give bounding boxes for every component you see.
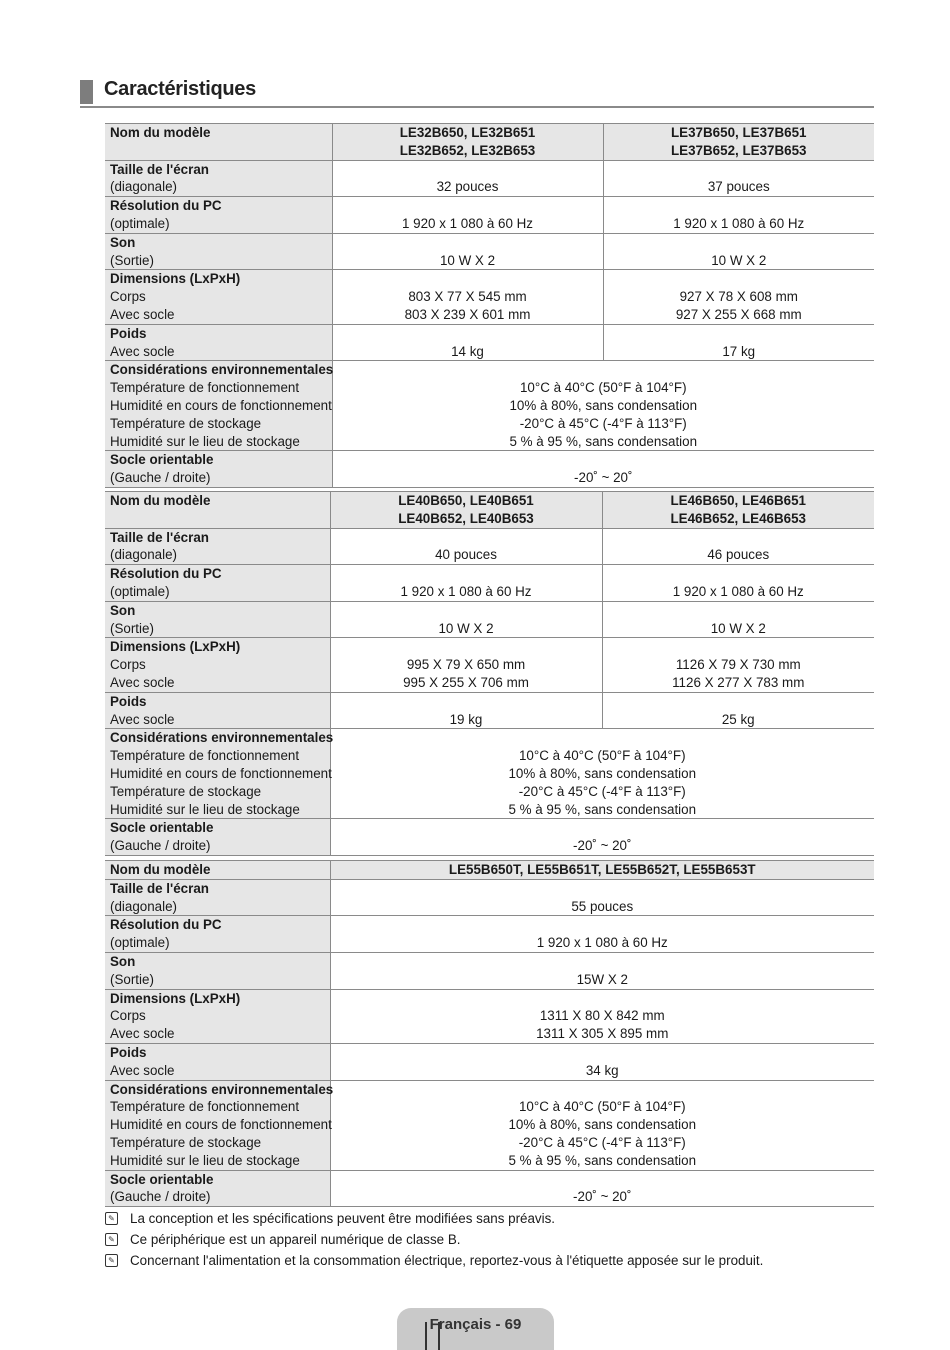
label-sub: (Gauche / droite) <box>110 1189 211 1205</box>
value-cell <box>603 270 874 324</box>
label-title: Son <box>110 602 136 618</box>
label-title: Taille de l'écran <box>110 161 209 177</box>
value-cell: 37 pouces <box>603 160 874 197</box>
row-label-screen <box>105 879 330 916</box>
table-row <box>105 601 874 638</box>
value-cell: -20˚ ~ 20˚ <box>332 451 874 488</box>
value-cell: 10 W X 2 <box>603 233 874 270</box>
label-title: Socle orientable <box>110 452 214 468</box>
value-cell: 32 pouces <box>332 160 603 197</box>
label-title: Poids <box>110 1044 147 1060</box>
row-label-sound <box>105 233 332 270</box>
model-cell <box>602 492 874 529</box>
model-cell <box>330 492 602 529</box>
table-row <box>105 565 874 602</box>
label-sub: Corps <box>110 657 146 673</box>
label-sub: (optimale) <box>110 935 170 951</box>
env-value: -20°C à 45°C (-4°F à 113°F) <box>518 1134 686 1150</box>
label-sub: Température de stockage <box>110 1134 262 1150</box>
note-icon: ✎ <box>105 1254 118 1267</box>
note-icon: ✎ <box>105 1233 118 1246</box>
label-sub: (Gauche / droite) <box>110 470 211 486</box>
label-sub: Avec socle <box>110 674 175 690</box>
spec-table-55 <box>105 860 874 1207</box>
model-cell <box>603 124 874 161</box>
note-text: Concernant l'alimentation et la consommation électrique, reportez-vous à l'étiquette apposée sur le produit. <box>130 1253 764 1268</box>
table-row <box>105 233 874 270</box>
value-cell: 15W X 2 <box>330 952 874 989</box>
model-line: LE46B652, LE46B653 <box>670 510 806 526</box>
title-marker-bar <box>80 80 93 104</box>
table-row <box>105 1080 874 1170</box>
row-label-environment <box>105 361 332 451</box>
value-cell <box>330 638 602 692</box>
row-label-weight <box>105 1043 330 1080</box>
label-title: Son <box>110 953 136 969</box>
value-cell: 10 W X 2 <box>332 233 603 270</box>
label-title: Considérations environnementales <box>110 362 334 378</box>
label-sub: Humidité sur le lieu de stockage <box>110 433 300 449</box>
row-label-environment <box>105 1080 334 1170</box>
row-label-model <box>105 492 330 529</box>
row-label-resolution <box>105 916 330 953</box>
row-label-resolution <box>105 197 332 234</box>
model-line: LE55B650T, LE55B651T, LE55B652T, LE55B653T <box>448 862 756 877</box>
spec-table-32-37 <box>105 123 874 488</box>
model-line: LE37B650, LE37B651 <box>671 125 807 140</box>
notes-list <box>105 1208 763 1271</box>
row-label-screen <box>105 528 330 565</box>
label-sub: Température de fonctionnement <box>110 380 300 396</box>
label-sub: Avec socle <box>110 343 175 359</box>
label-sub: Avec socle <box>110 306 175 322</box>
label-sub: Avec socle <box>110 711 175 727</box>
label-sub: (diagonale) <box>110 179 177 195</box>
row-label-dimensions <box>105 989 330 1043</box>
table-row <box>105 989 874 1043</box>
value-cell <box>330 729 874 819</box>
table-row <box>105 160 874 197</box>
label-title: Poids <box>110 693 147 709</box>
label-sub: Humidité sur le lieu de stockage <box>110 801 300 817</box>
label-sub: (diagonale) <box>110 898 177 914</box>
label-sub: Avec socle <box>110 1026 175 1042</box>
model-line: LE32B650, LE32B651 <box>399 125 536 140</box>
row-label-swivel <box>105 819 330 856</box>
table-row <box>105 324 874 361</box>
row-label-sound <box>105 601 330 638</box>
value-cell: 19 kg <box>330 692 602 729</box>
row-label-weight <box>105 692 330 729</box>
env-value: 10% à 80%, sans condensation <box>508 765 697 781</box>
table-row <box>105 916 874 953</box>
value-cell: 40 pouces <box>330 528 602 565</box>
label-title: Résolution du PC <box>110 917 222 933</box>
model-cell <box>330 861 874 880</box>
label-title: Résolution du PC <box>110 198 222 214</box>
value-cell: 14 kg <box>332 324 603 361</box>
env-value: 10% à 80%, sans condensation <box>509 397 698 413</box>
label-title: Dimensions (LxPxH) <box>110 639 241 655</box>
row-label-swivel <box>105 1170 330 1207</box>
note-item <box>105 1229 763 1250</box>
label-title: Poids <box>110 325 147 341</box>
table-row <box>105 729 874 819</box>
dim-stand: 1126 X 277 X 783 mm <box>672 674 805 690</box>
value-cell: 25 kg <box>602 692 874 729</box>
value-cell: -20˚ ~ 20˚ <box>330 1170 874 1207</box>
env-value: 10°C à 40°C (50°F à 104°F) <box>519 380 687 396</box>
label-text: Nom du modèle <box>110 125 211 140</box>
table-row <box>105 492 874 529</box>
value-cell: 1 920 x 1 080 à 60 Hz <box>602 565 874 602</box>
dim-body: 803 X 77 X 545 mm <box>408 289 527 305</box>
model-line: LE37B652, LE37B653 <box>671 142 807 158</box>
label-sub: Humidité en cours de fonctionnement <box>110 1117 332 1133</box>
label-title: Résolution du PC <box>110 566 222 582</box>
page-footer-tab <box>397 1308 554 1350</box>
table-row <box>105 124 874 161</box>
model-line: LE40B652, LE40B653 <box>398 510 534 526</box>
dim-stand: 803 X 239 X 601 mm <box>404 306 531 322</box>
value-cell: 46 pouces <box>602 528 874 565</box>
env-value: 10% à 80%, sans condensation <box>508 1117 697 1133</box>
value-cell <box>330 1080 874 1170</box>
dim-stand: 1311 X 305 X 895 mm <box>536 1026 669 1042</box>
label-sub: Humidité en cours de fonctionnement <box>110 397 332 413</box>
value-cell <box>332 361 874 451</box>
env-value: 5 % à 95 %, sans condensation <box>508 1152 697 1168</box>
label-sub: (optimale) <box>110 583 170 599</box>
value-cell: 10 W X 2 <box>330 601 602 638</box>
value-cell: 55 pouces <box>330 879 874 916</box>
env-value: 5 % à 95 %, sans condensation <box>509 433 698 449</box>
note-item <box>105 1208 763 1229</box>
env-value: 5 % à 95 %, sans condensation <box>508 801 697 817</box>
value-cell <box>602 638 874 692</box>
label-sub: Corps <box>110 1008 146 1024</box>
value-cell: 1 920 x 1 080 à 60 Hz <box>603 197 874 234</box>
label-title: Considérations environnementales <box>110 1081 334 1097</box>
dim-body: 1126 X 79 X 730 mm <box>675 657 801 673</box>
label-text: Nom du modèle <box>110 493 211 508</box>
table-row <box>105 819 874 856</box>
dim-stand: 995 X 255 X 706 mm <box>403 674 529 690</box>
model-line: LE40B650, LE40B651 <box>398 493 534 508</box>
label-sub: Température de fonctionnement <box>110 748 300 764</box>
label-sub: Humidité sur le lieu de stockage <box>110 1152 300 1168</box>
value-cell <box>332 270 603 324</box>
label-sub: Avec socle <box>110 1062 175 1078</box>
env-value: -20°C à 45°C (-4°F à 113°F) <box>519 415 687 431</box>
table-row <box>105 952 874 989</box>
table-row <box>105 692 874 729</box>
note-text: Ce périphérique est un appareil numérique de classe B. <box>130 1232 461 1247</box>
table-row <box>105 879 874 916</box>
dim-body: 927 X 78 X 608 mm <box>679 289 798 305</box>
table-row <box>105 528 874 565</box>
note-item <box>105 1250 763 1271</box>
label-sub: (Gauche / droite) <box>110 838 211 854</box>
row-label-environment <box>105 729 334 819</box>
note-text: La conception et les spécifications peuvent être modifiées sans préavis. <box>130 1211 556 1226</box>
table-row <box>105 638 874 692</box>
label-sub: Température de stockage <box>110 415 262 431</box>
row-label-model <box>105 861 330 880</box>
label-sub: Humidité en cours de fonctionnement <box>110 765 332 781</box>
note-icon: ✎ <box>105 1212 118 1225</box>
section-header <box>80 78 874 108</box>
label-sub: (Sortie) <box>110 971 154 987</box>
model-line: LE46B650, LE46B651 <box>670 493 806 508</box>
page-number: Français - 69 <box>429 1316 522 1333</box>
env-value: 10°C à 40°C (50°F à 104°F) <box>518 1099 686 1115</box>
dim-body: 1311 X 80 X 842 mm <box>539 1008 665 1024</box>
table-row <box>105 197 874 234</box>
model-cell <box>332 124 603 161</box>
label-title: Considérations environnementales <box>110 730 334 746</box>
row-label-dimensions <box>105 638 330 692</box>
dim-stand: 927 X 255 X 668 mm <box>675 306 802 322</box>
label-title: Son <box>110 234 136 250</box>
label-title: Dimensions (LxPxH) <box>110 271 241 287</box>
value-cell: 1 920 x 1 080 à 60 Hz <box>330 916 874 953</box>
label-sub: (optimale) <box>110 215 170 231</box>
label-title: Socle orientable <box>110 820 214 836</box>
label-title: Taille de l'écran <box>110 529 209 545</box>
table-row <box>105 451 874 488</box>
row-label-swivel <box>105 451 332 488</box>
label-sub: (diagonale) <box>110 547 177 563</box>
spec-table-40-46 <box>105 491 874 856</box>
row-label-model <box>105 124 332 161</box>
value-cell: 1 920 x 1 080 à 60 Hz <box>332 197 603 234</box>
value-cell <box>330 989 874 1043</box>
label-sub: (Sortie) <box>110 252 154 268</box>
env-value: -20°C à 45°C (-4°F à 113°F) <box>518 783 686 799</box>
label-sub: (Sortie) <box>110 620 154 636</box>
env-value: 10°C à 40°C (50°F à 104°F) <box>518 748 686 764</box>
table-row <box>105 270 874 324</box>
table-row <box>105 861 874 880</box>
row-label-sound <box>105 952 330 989</box>
dim-body: 995 X 79 X 650 mm <box>406 657 526 673</box>
value-cell: 34 kg <box>330 1043 874 1080</box>
model-line: LE32B652, LE32B653 <box>399 142 536 158</box>
row-label-weight <box>105 324 332 361</box>
label-sub: Température de stockage <box>110 783 262 799</box>
table-row <box>105 1170 874 1207</box>
label-title: Taille de l'écran <box>110 880 209 896</box>
table-row <box>105 361 874 451</box>
table-row <box>105 1043 874 1080</box>
label-title: Dimensions (LxPxH) <box>110 990 241 1006</box>
value-cell: 17 kg <box>603 324 874 361</box>
label-title: Socle orientable <box>110 1171 214 1187</box>
value-cell: -20˚ ~ 20˚ <box>330 819 874 856</box>
row-label-dimensions <box>105 270 332 324</box>
label-sub: Température de fonctionnement <box>110 1099 300 1115</box>
label-text: Nom du modèle <box>110 862 211 877</box>
row-label-screen <box>105 160 332 197</box>
value-cell: 10 W X 2 <box>602 601 874 638</box>
label-sub: Corps <box>110 289 146 305</box>
page-title: Caractéristiques <box>104 78 256 100</box>
value-cell: 1 920 x 1 080 à 60 Hz <box>330 565 602 602</box>
row-label-resolution <box>105 565 330 602</box>
